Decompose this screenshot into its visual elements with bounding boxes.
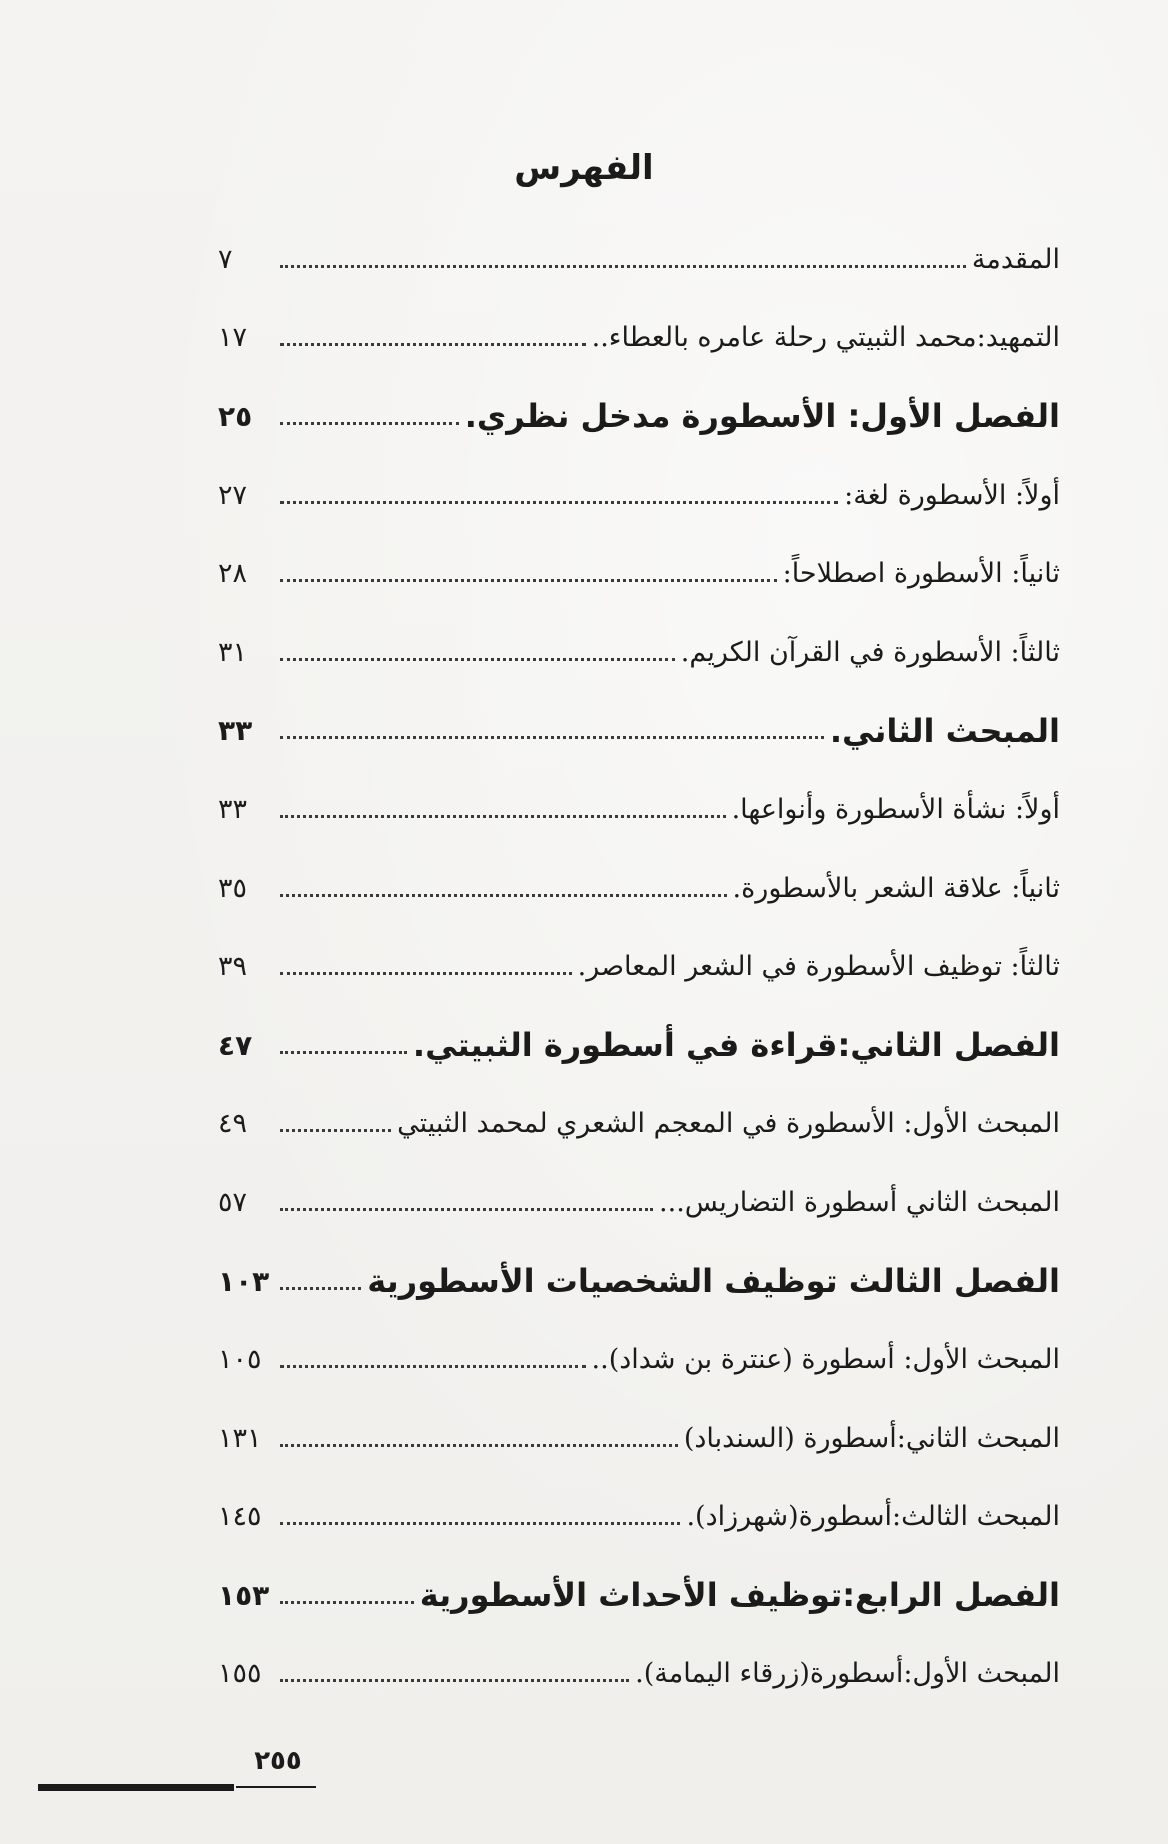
toc-entry-page: ٣٣ <box>218 793 248 825</box>
toc-entry <box>218 1478 1060 1557</box>
toc-entry-page: ١٠٥ <box>218 1344 262 1376</box>
toc-entry-page: ١٧ <box>218 322 248 354</box>
toc-entry <box>218 927 1060 1006</box>
toc-entry-page: ٤٩ <box>218 1108 248 1140</box>
toc-entry <box>218 456 1060 535</box>
toc-entry-page: ٢٧ <box>218 479 248 511</box>
toc-entry-title: ثالثاً: توظيف الأسطورة في الشعر المعاصر. <box>577 951 1060 983</box>
toc-entry-title: المقدمة <box>971 243 1060 275</box>
toc-entry <box>218 534 1060 613</box>
page-title: الفهرس <box>514 148 654 188</box>
toc-entry <box>218 220 1060 299</box>
toc-entry <box>218 1556 1060 1635</box>
dot-leader <box>280 1129 391 1132</box>
toc-entry-title: المبحث الأول: الأسطورة في المعجم الشعري لمحمد الثبيتي <box>397 1108 1060 1140</box>
toc-entry-page: ١٤٥ <box>218 1501 262 1533</box>
dot-leader <box>280 658 675 661</box>
toc-entry-title: ثانياً: علاقة الشعر بالأسطورة. <box>732 872 1060 904</box>
toc-entry-page: ٣٩ <box>218 951 248 983</box>
toc-entry-title: التمهيد:محمد الثبيتي رحلة عامره بالعطاء.. <box>591 322 1060 354</box>
toc-entry-page: ٣٣ <box>218 714 253 748</box>
dot-leader <box>280 894 727 897</box>
toc-entry-title: المبحث الثالث:أسطورة(شهرزاد). <box>686 1501 1060 1533</box>
dot-leader <box>280 1522 680 1525</box>
dot-leader <box>280 736 824 739</box>
toc-entry-page: ٢٨ <box>218 558 248 590</box>
dot-leader <box>280 815 726 818</box>
toc-entry-title: ثالثاً: الأسطورة في القرآن الكريم. <box>680 636 1060 668</box>
toc-entry <box>218 1399 1060 1478</box>
table-of-contents <box>218 220 1060 1713</box>
toc-entry <box>218 1006 1060 1085</box>
toc-entry <box>218 849 1060 928</box>
toc-entry <box>218 299 1060 378</box>
toc-entry <box>218 1163 1060 1242</box>
toc-entry-title: المبحث الثاني أسطورة التضاريس... <box>659 1186 1060 1218</box>
toc-entry-title: المبحث الثاني. <box>829 711 1060 750</box>
dot-leader <box>280 1444 678 1447</box>
dot-leader <box>280 972 572 975</box>
dot-leader <box>280 1365 586 1368</box>
toc-entry-title: المبحث الأول: أسطورة (عنترة بن شداد).. <box>591 1344 1060 1376</box>
toc-entry-page: ٣١ <box>218 636 248 668</box>
toc-entry-title: أولاً: نشأة الأسطورة وأنواعها. <box>731 793 1060 825</box>
toc-entry-title: ثانياً: الأسطورة اصطلاحاً: <box>782 558 1060 590</box>
dot-leader <box>280 422 459 425</box>
toc-entry-page: ٣٥ <box>218 872 248 904</box>
toc-entry <box>218 1635 1060 1714</box>
toc-entry-page: ١٥٣ <box>218 1578 270 1612</box>
toc-entry-title: المبحث الثاني:أسطورة (السندباد) <box>683 1422 1060 1454</box>
dot-leader <box>280 1051 407 1054</box>
dot-leader <box>280 501 838 504</box>
toc-entry <box>218 770 1060 849</box>
dot-leader <box>280 1287 361 1290</box>
toc-entry-title: الفصل الثاني:قراءة في أسطورة الثبيتي. <box>412 1026 1060 1065</box>
dot-leader <box>280 1208 653 1211</box>
toc-entry-page: ١٠٣ <box>218 1264 270 1298</box>
toc-entry-page: ٢٥ <box>218 399 253 433</box>
page-number-underline <box>236 1786 316 1788</box>
toc-entry-title: الفصل الأول: الأسطورة مدخل نظري. <box>464 397 1060 436</box>
toc-entry <box>218 613 1060 692</box>
dot-leader <box>280 1679 629 1682</box>
dot-leader <box>280 343 586 346</box>
toc-entry-page: ٤٧ <box>218 1028 253 1062</box>
toc-entry-title: أولاً: الأسطورة لغة: <box>844 479 1060 511</box>
toc-entry-title: الفصل الرابع:توظيف الأحداث الأسطورية <box>419 1576 1060 1615</box>
dot-leader <box>280 1601 414 1604</box>
toc-entry-title: المبحث الأول:أسطورة(زرقاء اليمامة). <box>635 1658 1060 1690</box>
toc-entry <box>218 692 1060 771</box>
toc-entry-page: ٧ <box>218 243 233 275</box>
toc-entry <box>218 1242 1060 1321</box>
toc-entry <box>218 1320 1060 1399</box>
toc-entry-page: ٥٧ <box>218 1186 248 1218</box>
toc-entry-page: ١٥٥ <box>218 1658 262 1690</box>
toc-entry-page: ١٣١ <box>218 1422 262 1454</box>
toc-entry <box>218 1085 1060 1164</box>
toc-entry <box>218 377 1060 456</box>
page-number: ٢٥٥ <box>254 1746 302 1776</box>
footer-rule <box>38 1784 234 1791</box>
dot-leader <box>280 265 966 268</box>
dot-leader <box>280 579 777 582</box>
toc-entry-title: الفصل الثالث توظيف الشخصيات الأسطورية <box>367 1262 1060 1301</box>
